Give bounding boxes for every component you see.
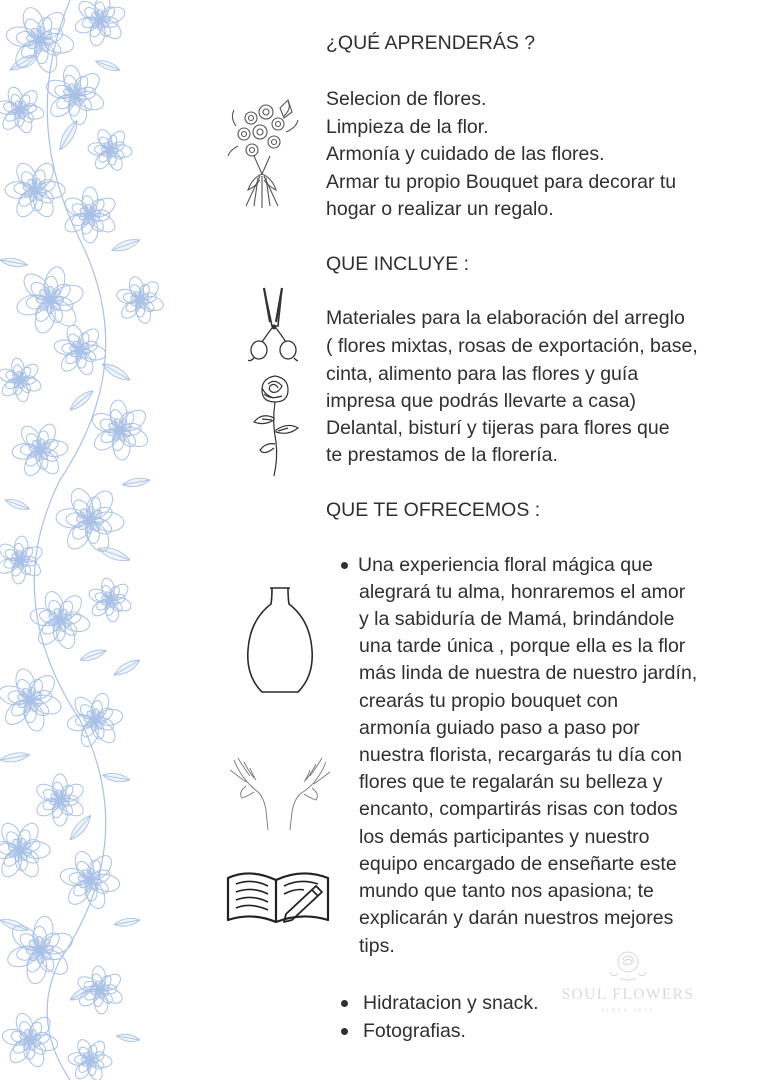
includes-line: impresa que podrás llevarte a casa): [326, 390, 636, 412]
offer-snack: Hidratacion y snack.: [363, 992, 539, 1014]
offer-line: armonía guiado paso a paso por: [359, 717, 640, 739]
floral-border: [0, 0, 170, 1080]
rose-icon: [248, 372, 302, 478]
learn-item: Armonía y cuidado de las flores.: [326, 143, 605, 165]
logo-since: SINCE 2016: [601, 1008, 655, 1014]
book-icon: [224, 866, 332, 928]
offer-line: y la sabiduría de Mamá, brindándole: [359, 608, 675, 630]
offer-line: tips.: [359, 935, 395, 957]
includes-line: Materiales para la elaboración del arreglo: [326, 307, 685, 329]
offer-line: alegrará tu alma, honraremos el amor: [359, 581, 686, 603]
soul-flowers-logo: [558, 948, 698, 1028]
bullet-dot: [341, 562, 348, 569]
includes-line: Delantal, bisturí y tijeras para flores que: [326, 417, 670, 439]
offer-line: flores que te regalarán su belleza y: [359, 771, 663, 793]
bullet-dot: [341, 1028, 348, 1035]
offer-line: equipo encargado de enseñarte este: [359, 853, 677, 875]
hands-icon: [228, 756, 332, 832]
scissors-icon: [248, 286, 298, 362]
offer-line: los demás participantes y nuestro: [359, 826, 650, 848]
learn-item: Armar tu propio Bouquet para decorar tu: [326, 170, 677, 193]
offer-line: una tarde única , porque ella es la flor: [359, 635, 686, 657]
offer-line: encanto, compartirás risas con todos: [359, 798, 678, 820]
learn-item: hogar o realizar un regalo.: [326, 198, 554, 220]
section-heading-aprenderas: ¿QUÉ APRENDERÁS ?: [326, 32, 536, 54]
offer-line: nuestra florista, recargarás tu día con: [359, 744, 682, 766]
offer-line: explicarán y darán nuestros mejores: [359, 907, 674, 929]
includes-line: ( flores mixtas, rosas de exportación, base,: [326, 335, 698, 357]
offer-line: Una experiencia floral mágica que: [358, 554, 653, 576]
offer-line: más linda de nuestra de nuestro jardín,: [359, 662, 698, 684]
vase-icon: [244, 584, 316, 696]
includes-line: cinta, alimento para las flores y guía: [326, 363, 639, 385]
offer-line: crearás tu propio bouquet con: [359, 690, 619, 712]
section-heading-incluye: QUE INCLUYE :: [326, 253, 470, 275]
includes-line: te prestamos de la florería.: [326, 444, 558, 466]
logo-name: SOUL FLOWERS: [561, 986, 695, 1003]
offer-photos: Fotografias.: [363, 1020, 466, 1042]
section-heading-ofrecemos: QUE TE OFRECEMOS :: [326, 499, 541, 521]
learn-item: Selecion de flores.: [326, 88, 487, 110]
bouquet-icon: [226, 98, 302, 210]
bullet-dot: [341, 1000, 348, 1007]
offer-line: mundo que tanto nos apasiona; te: [359, 880, 654, 902]
learn-item: Limpieza de la flor.: [326, 115, 489, 138]
